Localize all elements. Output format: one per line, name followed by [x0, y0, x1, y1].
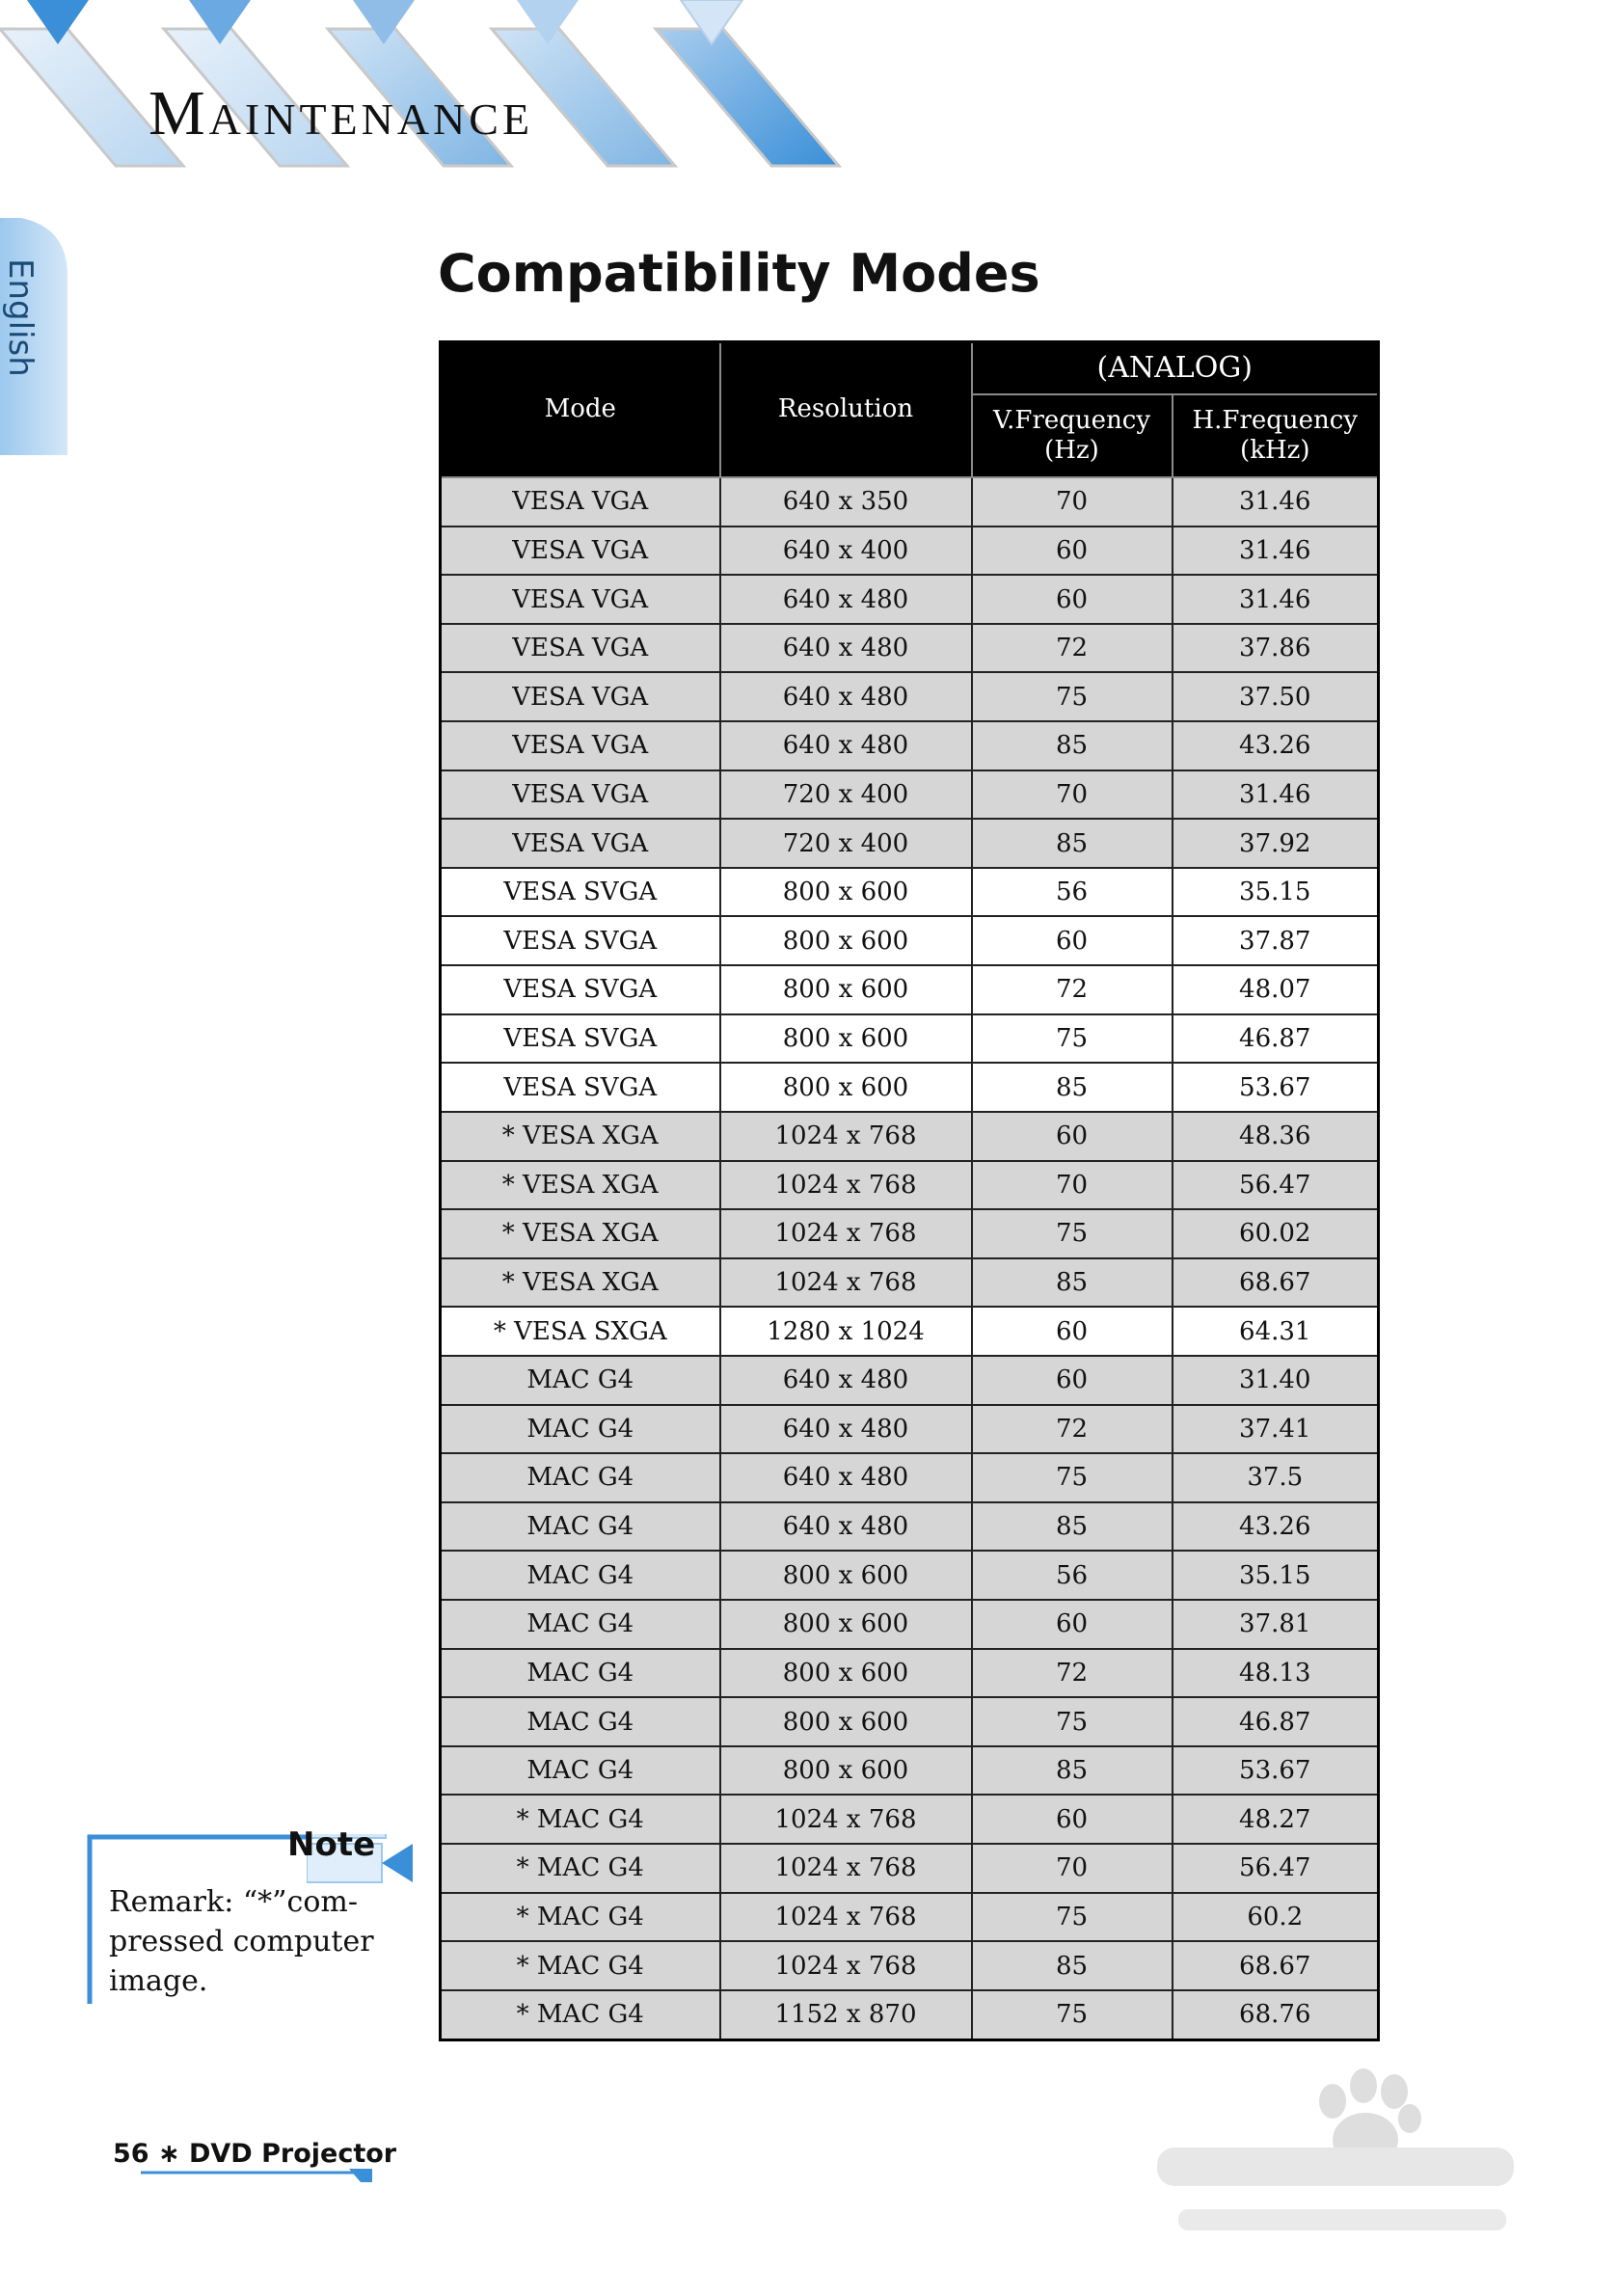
- header-v-frequency-label: V.Frequency: [992, 405, 1151, 435]
- cell-mode: VESA VGA: [441, 721, 720, 770]
- cell-mode: * MAC G4: [441, 1795, 720, 1844]
- cell-h-frequency: 48.13: [1173, 1649, 1379, 1698]
- cell-v-frequency: 75: [972, 1453, 1173, 1502]
- cell-v-frequency: 60: [972, 527, 1173, 576]
- cell-v-frequency: 85: [972, 819, 1173, 868]
- cell-h-frequency: 53.67: [1173, 1063, 1379, 1112]
- table-row: [441, 1649, 1379, 1698]
- table-row: [441, 965, 1379, 1014]
- compatibility-table: [439, 340, 1380, 2041]
- cell-mode: MAC G4: [441, 1405, 720, 1454]
- cell-mode: MAC G4: [441, 1600, 720, 1649]
- cell-v-frequency: 72: [972, 965, 1173, 1014]
- cell-h-frequency: 48.27: [1173, 1795, 1379, 1844]
- cell-mode: * MAC G4: [441, 1941, 720, 1990]
- cell-mode: VESA VGA: [441, 819, 720, 868]
- cell-resolution: 1024 x 768: [720, 1258, 972, 1308]
- header-h-frequency-unit: (kHz): [1240, 436, 1310, 465]
- cell-mode: VESA VGA: [441, 575, 720, 624]
- cell-resolution: 800 x 600: [720, 1014, 972, 1064]
- cell-mode: VESA SVGA: [441, 1063, 720, 1112]
- cell-v-frequency: 85: [972, 1746, 1173, 1796]
- cell-v-frequency: 70: [972, 477, 1173, 527]
- cell-mode: MAC G4: [441, 1453, 720, 1502]
- cell-resolution: 800 x 600: [720, 868, 972, 917]
- header-v-frequency-unit: (Hz): [1044, 436, 1099, 465]
- table-row: [441, 721, 1379, 770]
- cell-resolution: 1024 x 768: [720, 1112, 972, 1161]
- header-resolution: Resolution: [720, 342, 972, 478]
- table-row: [441, 770, 1379, 820]
- cell-h-frequency: 48.36: [1173, 1112, 1379, 1161]
- cell-mode: VESA SVGA: [441, 916, 720, 965]
- table-row: [441, 1844, 1379, 1893]
- cell-h-frequency: 37.81: [1173, 1600, 1379, 1649]
- cell-v-frequency: 60: [972, 1356, 1173, 1405]
- header-analog: (ANALOG): [972, 342, 1379, 395]
- cell-mode: * MAC G4: [441, 1893, 720, 1942]
- header-v-frequency: [972, 394, 1173, 477]
- cell-mode: MAC G4: [441, 1356, 720, 1405]
- banner-triangles: [27, 0, 742, 44]
- table-row: [441, 1600, 1379, 1649]
- table-row: [441, 1356, 1379, 1405]
- cell-mode: VESA SVGA: [441, 868, 720, 917]
- cell-v-frequency: 75: [972, 1893, 1173, 1942]
- cell-mode: * VESA XGA: [441, 1258, 720, 1308]
- cell-h-frequency: 43.26: [1173, 721, 1379, 770]
- cell-resolution: 1024 x 768: [720, 1893, 972, 1942]
- cell-h-frequency: 68.76: [1173, 1990, 1379, 2040]
- table-row: [441, 1746, 1379, 1796]
- cell-resolution: 800 x 600: [720, 965, 972, 1014]
- cell-h-frequency: 37.5: [1173, 1453, 1379, 1502]
- footer-rule: [141, 2169, 372, 2182]
- cell-v-frequency: 70: [972, 1161, 1173, 1210]
- cell-resolution: 720 x 400: [720, 819, 972, 868]
- cell-resolution: 800 x 600: [720, 1600, 972, 1649]
- table-row: [441, 672, 1379, 721]
- table-row: [441, 1405, 1379, 1454]
- header-h-frequency: [1173, 394, 1379, 477]
- cell-mode: MAC G4: [441, 1649, 720, 1698]
- table-row: [441, 1209, 1379, 1258]
- table-row: [441, 1453, 1379, 1502]
- cell-v-frequency: 60: [972, 916, 1173, 965]
- cell-mode: VESA VGA: [441, 672, 720, 721]
- cell-mode: * VESA XGA: [441, 1161, 720, 1210]
- table-row: [441, 1258, 1379, 1308]
- cell-mode: MAC G4: [441, 1551, 720, 1600]
- cell-h-frequency: 60.02: [1173, 1209, 1379, 1258]
- cell-h-frequency: 68.67: [1173, 1258, 1379, 1308]
- cell-resolution: 640 x 480: [720, 1502, 972, 1552]
- cell-v-frequency: 85: [972, 1941, 1173, 1990]
- cell-resolution: 640 x 480: [720, 575, 972, 624]
- cell-v-frequency: 72: [972, 1405, 1173, 1454]
- cell-v-frequency: 85: [972, 1258, 1173, 1308]
- cell-h-frequency: 64.31: [1173, 1307, 1379, 1356]
- cell-h-frequency: 31.46: [1173, 575, 1379, 624]
- cell-mode: * VESA XGA: [441, 1209, 720, 1258]
- section-title: Maintenance: [148, 78, 534, 149]
- note-text: Remark: “*”com-pressed computer image.: [109, 1885, 374, 1998]
- cell-v-frequency: 75: [972, 672, 1173, 721]
- cell-resolution: 1280 x 1024: [720, 1307, 972, 1356]
- cell-h-frequency: 31.40: [1173, 1356, 1379, 1405]
- cell-h-frequency: 53.67: [1173, 1746, 1379, 1796]
- cell-v-frequency: 75: [972, 1697, 1173, 1746]
- cell-h-frequency: 37.92: [1173, 819, 1379, 868]
- note-label: Note: [287, 1825, 376, 1864]
- cell-resolution: 640 x 480: [720, 1453, 972, 1502]
- cell-resolution: 640 x 400: [720, 527, 972, 576]
- cell-v-frequency: 75: [972, 1209, 1173, 1258]
- table-row: [441, 527, 1379, 576]
- table-row: [441, 575, 1379, 624]
- cell-h-frequency: 68.67: [1173, 1941, 1379, 1990]
- table-row: [441, 868, 1379, 917]
- cell-v-frequency: 70: [972, 1844, 1173, 1893]
- page-heading: Compatibility Modes: [438, 243, 1040, 304]
- cell-h-frequency: 37.87: [1173, 916, 1379, 965]
- cell-resolution: 640 x 480: [720, 672, 972, 721]
- table-row: [441, 1941, 1379, 1990]
- cell-v-frequency: 60: [972, 1600, 1173, 1649]
- cell-resolution: 720 x 400: [720, 770, 972, 820]
- cell-h-frequency: 46.87: [1173, 1014, 1379, 1064]
- cell-resolution: 640 x 480: [720, 1356, 972, 1405]
- cell-h-frequency: 31.46: [1173, 527, 1379, 576]
- cell-mode: MAC G4: [441, 1502, 720, 1552]
- cell-resolution: 1152 x 870: [720, 1990, 972, 2040]
- cell-mode: VESA VGA: [441, 770, 720, 820]
- cell-resolution: 640 x 480: [720, 1405, 972, 1454]
- cell-h-frequency: 43.26: [1173, 1502, 1379, 1552]
- table-row: [441, 1697, 1379, 1746]
- cell-v-frequency: 85: [972, 1502, 1173, 1552]
- cell-v-frequency: 72: [972, 624, 1173, 673]
- footer-page-label: 56 ∗ DVD Projector: [113, 2139, 397, 2169]
- baidu-watermark-logo: [1149, 2059, 1535, 2252]
- table-row: [441, 1063, 1379, 1112]
- cell-h-frequency: 56.47: [1173, 1161, 1379, 1210]
- language-label: English: [1, 258, 40, 377]
- table-row: [441, 477, 1379, 527]
- cell-resolution: 800 x 600: [720, 1063, 972, 1112]
- cell-v-frequency: 56: [972, 1551, 1173, 1600]
- cell-resolution: 800 x 600: [720, 916, 972, 965]
- cell-v-frequency: 85: [972, 721, 1173, 770]
- cell-mode: VESA VGA: [441, 477, 720, 527]
- cell-resolution: 800 x 600: [720, 1746, 972, 1796]
- cell-h-frequency: 37.41: [1173, 1405, 1379, 1454]
- cell-mode: * MAC G4: [441, 1844, 720, 1893]
- cell-resolution: 1024 x 768: [720, 1941, 972, 1990]
- cell-h-frequency: 35.15: [1173, 1551, 1379, 1600]
- cell-mode: * VESA XGA: [441, 1112, 720, 1161]
- cell-h-frequency: 56.47: [1173, 1844, 1379, 1893]
- cell-resolution: 800 x 600: [720, 1649, 972, 1698]
- cell-h-frequency: 48.07: [1173, 965, 1379, 1014]
- cell-v-frequency: 70: [972, 770, 1173, 820]
- cell-mode: MAC G4: [441, 1746, 720, 1796]
- cell-mode: * MAC G4: [441, 1990, 720, 2040]
- table-row: [441, 1161, 1379, 1210]
- table-row: [441, 916, 1379, 965]
- cell-v-frequency: 60: [972, 1112, 1173, 1161]
- cell-resolution: 800 x 600: [720, 1697, 972, 1746]
- table-row: [441, 1502, 1379, 1552]
- table-row: [441, 1990, 1379, 2040]
- table-row: [441, 1014, 1379, 1064]
- cell-h-frequency: 37.50: [1173, 672, 1379, 721]
- table-row: [441, 819, 1379, 868]
- cell-h-frequency: 60.2: [1173, 1893, 1379, 1942]
- cell-h-frequency: 31.46: [1173, 477, 1379, 527]
- cell-resolution: 1024 x 768: [720, 1161, 972, 1210]
- cell-v-frequency: 72: [972, 1649, 1173, 1698]
- table-row: [441, 1112, 1379, 1161]
- cell-resolution: 1024 x 768: [720, 1844, 972, 1893]
- cell-v-frequency: 85: [972, 1063, 1173, 1112]
- cell-v-frequency: 75: [972, 1990, 1173, 2040]
- table-body: [441, 477, 1379, 2040]
- cell-v-frequency: 75: [972, 1014, 1173, 1064]
- cell-resolution: 640 x 480: [720, 624, 972, 673]
- cell-h-frequency: 37.86: [1173, 624, 1379, 673]
- cell-resolution: 800 x 600: [720, 1551, 972, 1600]
- cell-mode: VESA SVGA: [441, 965, 720, 1014]
- cell-mode: VESA VGA: [441, 624, 720, 673]
- cell-resolution: 640 x 350: [720, 477, 972, 527]
- table-row: [441, 1307, 1379, 1356]
- cell-resolution: 1024 x 768: [720, 1209, 972, 1258]
- cell-v-frequency: 60: [972, 575, 1173, 624]
- cell-v-frequency: 56: [972, 868, 1173, 917]
- cell-h-frequency: 35.15: [1173, 868, 1379, 917]
- table-row: [441, 624, 1379, 673]
- cell-resolution: 640 x 480: [720, 721, 972, 770]
- cell-h-frequency: 31.46: [1173, 770, 1379, 820]
- cell-h-frequency: 46.87: [1173, 1697, 1379, 1746]
- table-row: [441, 1551, 1379, 1600]
- table-header: [441, 342, 1379, 478]
- cell-mode: * VESA SXGA: [441, 1307, 720, 1356]
- cell-mode: VESA SVGA: [441, 1014, 720, 1064]
- cell-mode: MAC G4: [441, 1697, 720, 1746]
- header-mode: Mode: [441, 342, 720, 478]
- cell-resolution: 1024 x 768: [720, 1795, 972, 1844]
- table-row: [441, 1893, 1379, 1942]
- cell-v-frequency: 60: [972, 1795, 1173, 1844]
- cell-v-frequency: 60: [972, 1307, 1173, 1356]
- header-h-frequency-label: H.Frequency: [1192, 405, 1359, 435]
- cell-mode: VESA VGA: [441, 527, 720, 576]
- table-row: [441, 1795, 1379, 1844]
